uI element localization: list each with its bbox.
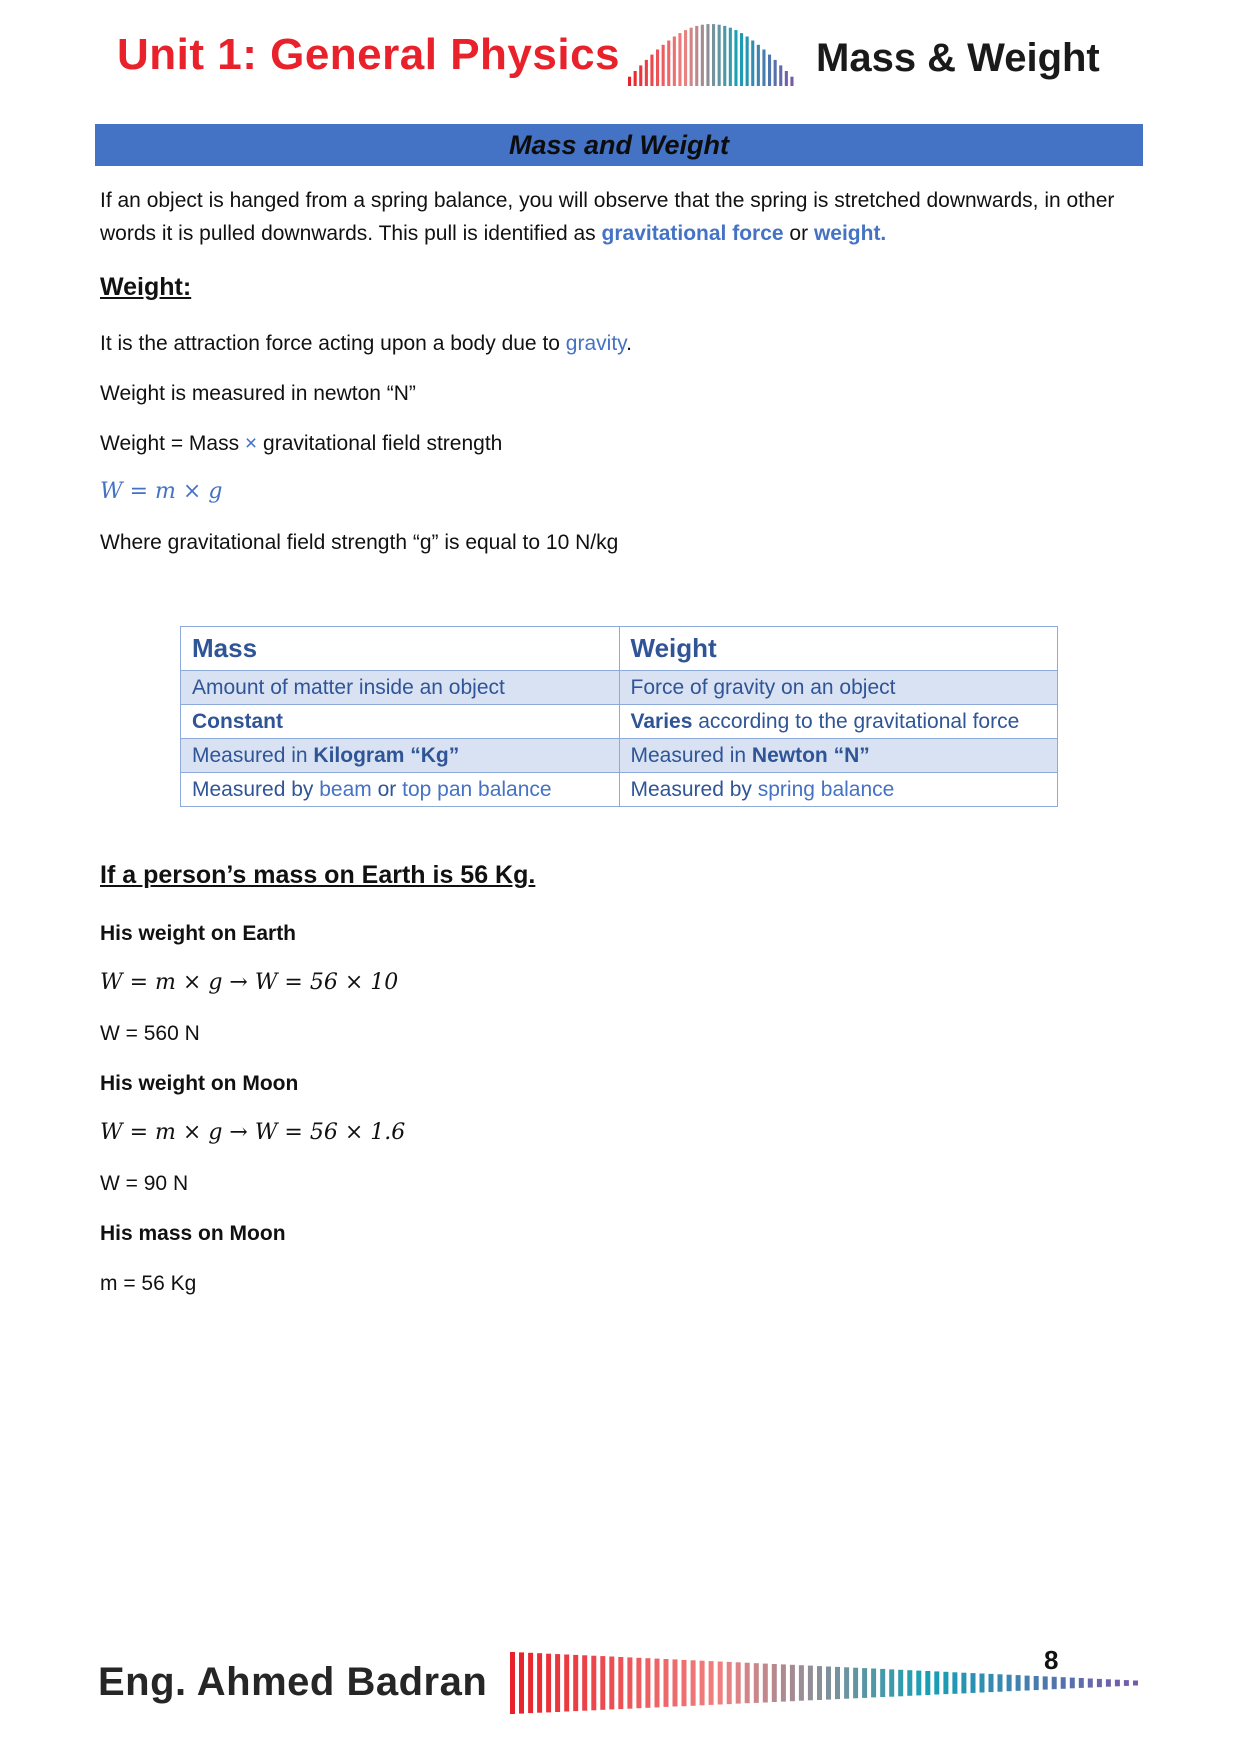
topic-title: Mass & Weight (816, 36, 1100, 80)
barcode-bar (808, 1666, 813, 1701)
barcode-bar (943, 1672, 948, 1694)
barcode-bar (519, 1652, 524, 1713)
weight-definition (100, 332, 632, 356)
barcode-bar (723, 26, 726, 86)
barcode-bar (768, 55, 771, 86)
earth-weight-result: W = 560 N (100, 1022, 200, 1045)
barcode-bar (754, 1663, 759, 1703)
page-number: 8 (1044, 1645, 1059, 1675)
table-row (181, 671, 1058, 705)
barcode-bar (682, 1660, 687, 1706)
barcode-bar (745, 1663, 750, 1704)
barcode-bar (740, 33, 743, 86)
weight-formula-symbolic: W = m × g (100, 479, 223, 504)
barcode-bar (898, 1670, 903, 1697)
table-term: top pan balance (402, 777, 552, 801)
barcode-bar (709, 1661, 714, 1705)
barcode-bar (656, 50, 659, 87)
barcode-bar (690, 28, 693, 86)
barcode-bar (510, 1652, 515, 1714)
weight-definition-text: It is the attraction force acting upon a body due to (100, 332, 566, 355)
mass-weight-table (180, 626, 1058, 807)
table-cell (181, 705, 620, 739)
intro-paragraph (100, 184, 1140, 250)
barcode-bar (916, 1671, 921, 1696)
weight-formula-words-2: gravitational field strength (257, 432, 503, 455)
barcode-bar (706, 24, 709, 86)
table-header-weight: Weight (619, 627, 1058, 671)
barcode-bar (650, 55, 653, 86)
barcode-bar (639, 65, 642, 86)
barcode-bar (826, 1667, 831, 1700)
barcode-bar (799, 1665, 804, 1701)
barcode-bar (618, 1657, 623, 1709)
barcode-bar (700, 1661, 705, 1706)
barcode-bar (678, 33, 681, 86)
barcode-bar (989, 1674, 994, 1692)
barcode-bar (862, 1668, 867, 1698)
barcode-bar (790, 77, 793, 86)
barcode-bar (785, 71, 788, 86)
table-term: spring balance (757, 777, 895, 801)
moon-weight-label: His weight on Moon (100, 1072, 299, 1095)
barcode-bar (667, 41, 670, 87)
weight-unit-line: Weight is measured in newton “N” (100, 382, 416, 405)
table-cell (619, 739, 1058, 773)
times-symbol: × (244, 432, 258, 455)
barcode-bar (853, 1668, 858, 1699)
barcode-bar (729, 28, 732, 86)
barcode-bar (1034, 1676, 1039, 1690)
intro-text-1: If an object is hanged from a spring balance, you will observe that the spring is stretched downwards, in other words it is pulled downwards. This pull is identified as (100, 189, 1115, 245)
section-banner (95, 124, 1143, 166)
barcode-bar (673, 1659, 678, 1706)
barcode-bar (727, 1662, 732, 1704)
table-term: beam (319, 777, 372, 801)
table-text: Measured in (192, 743, 314, 767)
g-value-line: Where gravitational field strength “g” is equal to 10 N/kg (100, 531, 619, 554)
table-row (181, 773, 1058, 807)
barcode-bar (790, 1665, 795, 1701)
barcode-bar (573, 1655, 578, 1711)
barcode-bar (634, 71, 637, 86)
barcode-bar (774, 60, 777, 86)
table-term: Kilogram “Kg” (313, 743, 460, 767)
table-cell: Force of gravity on an object (619, 671, 1058, 705)
barcode-bar (746, 37, 749, 87)
intro-text-2: or (783, 222, 814, 245)
barcode-bar (736, 1662, 741, 1703)
intro-term-weight: weight. (813, 222, 887, 245)
barcode-bar (844, 1667, 849, 1698)
barcode-bar (1025, 1676, 1030, 1691)
barcode-bar (762, 50, 765, 87)
barcode-bar (817, 1666, 822, 1700)
table-header-mass: Mass (181, 627, 620, 671)
barcode-bar (925, 1671, 930, 1695)
barcode-bar (1106, 1679, 1111, 1686)
barcode-bar (645, 60, 648, 86)
barcode-bar (1097, 1679, 1102, 1687)
example-heading: If a person’s mass on Earth is 56 Kg. (100, 861, 536, 889)
table-cell (181, 773, 620, 807)
table-text: Measured by (192, 777, 320, 801)
table-cell: Amount of matter inside an object (181, 671, 620, 705)
barcode-bar (980, 1674, 985, 1693)
barcode-bar (1052, 1677, 1057, 1689)
table-text: Measured by (630, 777, 758, 801)
barcode-bar (718, 1662, 723, 1705)
barcode-bar (1088, 1679, 1093, 1688)
barcode-bar (662, 45, 665, 86)
barcode-bar (564, 1655, 569, 1712)
weight-definition-term: gravity (565, 332, 627, 355)
header-barcode-decoration (628, 24, 796, 86)
barcode-bar (772, 1664, 777, 1702)
barcode-bar (627, 1657, 632, 1708)
barcode-bar (889, 1669, 894, 1696)
barcode-bar (628, 77, 631, 86)
barcode-bar (880, 1669, 885, 1697)
barcode-bar (1043, 1676, 1048, 1689)
barcode-bar (691, 1660, 696, 1706)
barcode-bar (961, 1673, 966, 1694)
barcode-bar (835, 1667, 840, 1699)
barcode-bar (907, 1670, 912, 1696)
table-text: Measured in (630, 743, 752, 767)
barcode-bar (1007, 1675, 1012, 1692)
table-cell (181, 739, 620, 773)
barcode-bar (645, 1658, 650, 1708)
barcode-bar (1133, 1681, 1138, 1686)
table-term: Varies (630, 709, 693, 733)
barcode-bar (781, 1664, 786, 1701)
barcode-bar (1061, 1677, 1066, 1689)
barcode-bar (636, 1658, 641, 1708)
barcode-bar (718, 25, 721, 86)
barcode-bar (871, 1669, 876, 1698)
barcode-bar (998, 1674, 1003, 1691)
moon-weight-formula: W = m × g → W = 56 × 1.6 (100, 1120, 406, 1145)
barcode-bar (684, 30, 687, 86)
barcode-bar (712, 24, 715, 86)
table-text: or (371, 777, 403, 801)
table-term: Newton “N” (751, 743, 870, 767)
barcode-bar (1124, 1680, 1129, 1686)
barcode-bar (1016, 1675, 1021, 1691)
table-text: according to the gravitational force (692, 709, 1020, 733)
barcode-bar (582, 1655, 587, 1710)
weight-formula-words (100, 432, 502, 456)
moon-mass-label: His mass on Moon (100, 1222, 286, 1245)
moon-weight-result: W = 90 N (100, 1172, 189, 1195)
table-row (181, 705, 1058, 739)
table-term: Constant (192, 709, 283, 733)
barcode-bar (779, 65, 782, 86)
barcode-bar (600, 1656, 605, 1710)
barcode-bar (555, 1654, 560, 1712)
barcode-bar (673, 37, 676, 87)
barcode-bar (1070, 1678, 1075, 1689)
barcode-bar (537, 1653, 542, 1713)
barcode-bar (655, 1659, 660, 1708)
weight-definition-end: . (626, 332, 632, 355)
barcode-bar (734, 30, 737, 86)
barcode-bar (757, 45, 760, 86)
barcode-bar (546, 1654, 551, 1713)
section-banner-title: Mass and Weight (508, 129, 730, 160)
barcode-bar (591, 1656, 596, 1711)
earth-weight-label: His weight on Earth (100, 922, 297, 945)
earth-weight-formula: W = m × g → W = 56 × 10 (100, 970, 399, 995)
table-header-row (181, 627, 1058, 671)
weight-heading: Weight: (100, 273, 192, 301)
barcode-bar (971, 1673, 976, 1693)
barcode-bar (751, 41, 754, 87)
moon-mass-result: m = 56 Kg (100, 1272, 197, 1295)
table-cell (619, 773, 1058, 807)
intro-term-gravitational-force: gravitational force (601, 222, 784, 245)
barcode-bar (695, 26, 698, 86)
barcode-bar (701, 25, 704, 86)
barcode-bar (609, 1657, 614, 1710)
author-name: Eng. Ahmed Badran (98, 1660, 488, 1704)
barcode-bar (952, 1672, 957, 1694)
unit-title: Unit 1: General Physics (117, 30, 621, 79)
barcode-bar (1079, 1678, 1084, 1688)
barcode-bar (528, 1653, 533, 1713)
barcode-bar (664, 1659, 669, 1707)
barcode-bar (1115, 1680, 1120, 1687)
weight-formula-words-1: Weight = Mass (100, 432, 245, 455)
table-cell (619, 705, 1058, 739)
table-row (181, 739, 1058, 773)
barcode-bar (763, 1664, 768, 1703)
barcode-bar (934, 1671, 939, 1694)
